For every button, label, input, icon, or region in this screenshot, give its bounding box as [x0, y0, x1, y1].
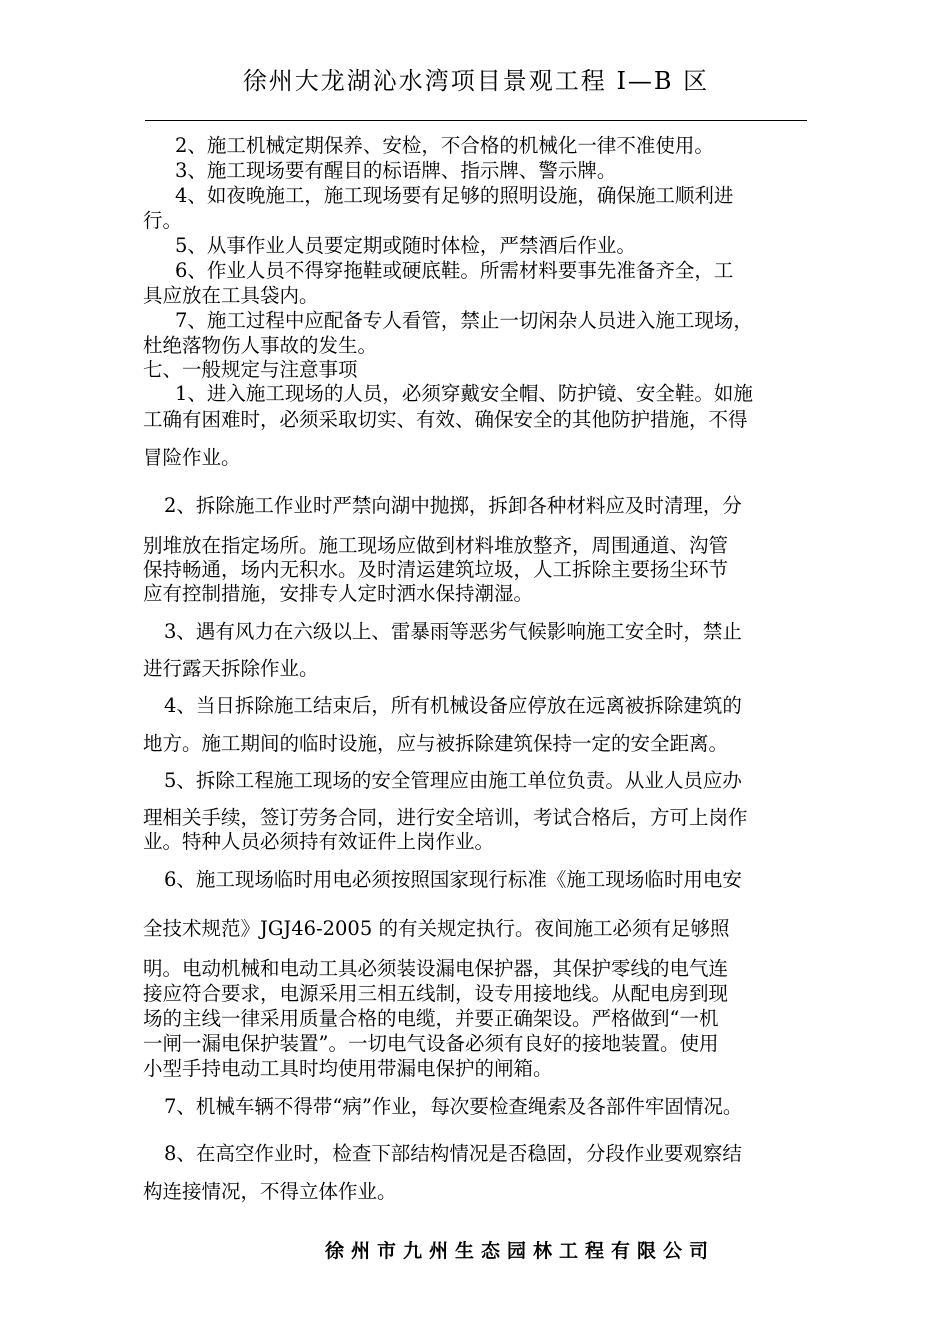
body-line: 2、拆除施工作业时严禁向湖中抛掷，拆卸各种材料应及时清理，分: [164, 494, 742, 517]
body-line: 2、施工机械定期保养、安检，不合格的机械化一律不准使用。: [175, 134, 714, 157]
body-line: 场的主线一律采用质量合格的电缆，并要正确架设。严格做到“一机: [143, 1007, 719, 1030]
body-line: 业。特种人员必须持有效证件上岗作业。: [143, 830, 495, 853]
body-line: 冒险作业。: [143, 446, 241, 469]
body-line: 应有控制措施，安排专人定时洒水保持潮湿。: [143, 582, 534, 605]
body-line: 接应符合要求，电源采用三相五线制，设专用接地线。从配电房到现: [143, 982, 729, 1005]
body-line: 4、如夜晚施工，施工现场要有足够的照明设施，确保施工顺利进: [175, 184, 734, 207]
body-line: 具应放在工具袋内。: [143, 284, 319, 307]
body-line: 地方。施工期间的临时设施，应与被拆除建筑保持一定的安全距离。: [143, 732, 729, 755]
body-line: 进行露天拆除作业。: [143, 657, 319, 680]
body-line: 工确有困难时，必须采取切实、有效、确保安全的其他防护措施，不得: [143, 408, 748, 431]
body-line: 4、当日拆除施工结束后，所有机械设备应停放在远离被拆除建筑的: [164, 694, 742, 717]
body-line: 5、拆除工程施工现场的安全管理应由施工单位负责。从业人员应办: [164, 769, 742, 792]
body-line: 全技术规范》JGJ46-2005 的有关规定执行。夜间施工必须有足够照: [143, 917, 730, 940]
body-line: 6、施工现场临时用电必须按照国家现行标准《施工现场临时用电安: [164, 868, 742, 891]
header-divider: [145, 120, 807, 121]
body-line: 行。: [143, 209, 183, 232]
body-line: 小型手持电动工具时均使用带漏电保护的闸箱。: [143, 1057, 553, 1080]
body-line: 7、机械车辆不得带“病”作业，每次要检查绳索及各部件牢固情况。: [164, 1095, 743, 1118]
body-line: 3、施工现场要有醒目的标语牌、指示牌、警示牌。: [175, 159, 617, 182]
body-line: 别堆放在指定场所。施工现场应做到材料堆放整齐，周围通道、沟管: [143, 534, 729, 557]
body-line: 5、从事作业人员要定期或随时体检，严禁酒后作业。: [175, 234, 636, 257]
body-line: 3、遇有风力在六级以上、雷暴雨等恶劣气候影响施工安全时，禁止: [164, 620, 742, 643]
body-line: 一闸一漏电保护装置”。一切电气设备必须有良好的接地装置。使用: [143, 1032, 719, 1055]
body-line: 保持畅通，场内无积水。及时清运建筑垃圾，人工拆除主要扬尘环节: [143, 558, 729, 581]
footer-company-name: 徐州市九州生态园林工程有限公司: [324, 1240, 715, 1262]
body-line: 明。电动机械和电动工具必须装设漏电保护器，其保护零线的电气连: [143, 957, 729, 980]
body-line: 杜绝落物伤人事故的发生。: [143, 334, 378, 357]
page-header-title: 徐州大龙湖沁水湾项目景观工程 I—B 区: [242, 67, 710, 95]
body-line: 8、在高空作业时，检查下部结构情况是否稳固，分段作业要观察结: [164, 1142, 742, 1165]
body-line: 7、施工过程中应配备专人看管，禁止一切闲杂人员进入施工现场，: [175, 309, 753, 332]
body-line: 理相关手续，签订劳务合同，进行安全培训，考试合格后，方可上岗作: [143, 806, 748, 829]
body-line: 构连接情况，不得立体作业。: [143, 1180, 397, 1203]
section-heading: 七、一般规定与注意事项: [143, 358, 358, 381]
body-line: 6、作业人员不得穿拖鞋或硬底鞋。所需材料要事先准备齐全，工: [175, 259, 734, 282]
body-line: 1、进入施工现场的人员，必须穿戴安全帽、防护镜、安全鞋。如施: [175, 382, 753, 405]
